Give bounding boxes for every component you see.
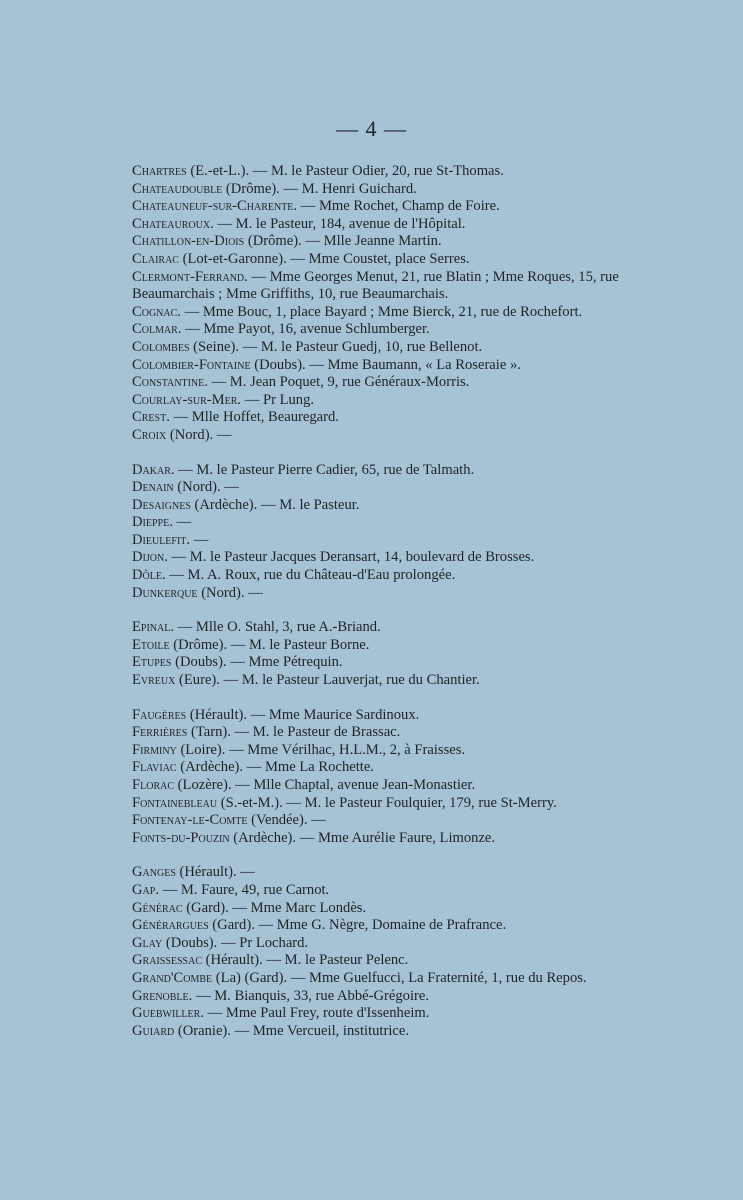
city-name: Chartres: [132, 163, 187, 179]
city-name: Colmar: [132, 321, 178, 338]
entry-details: (Nord). —: [197, 584, 263, 601]
directory-entry: [132, 427, 672, 445]
page-number: — 4 —: [336, 116, 407, 141]
entry-details: . — Mme Rochet, Champ de Foire.: [293, 198, 500, 215]
directory-entry: [132, 654, 672, 672]
directory-entry: [132, 900, 672, 918]
city-name: Etupes: [132, 654, 172, 671]
city-name: Firminy: [132, 741, 177, 758]
entry-details: . — Mlle O. Stahl, 3, rue A.-Briand.: [170, 619, 381, 636]
city-name: Fonts-du-Pouzin: [132, 829, 230, 846]
directory-entry: [132, 321, 672, 339]
city-name: Courlay-sur-Mer: [132, 391, 238, 408]
directory-entry: [132, 724, 672, 742]
city-name: Grand'Combe: [132, 969, 213, 986]
city-name: Florac: [132, 777, 175, 793]
city-name: Chateaudouble: [132, 180, 223, 197]
city-name: Chateauneuf-sur-Charente: [132, 198, 294, 215]
entry-details: . —: [169, 514, 192, 531]
directory-entry: [132, 585, 672, 603]
directory-entry: [132, 251, 672, 269]
letter-group-c: [132, 163, 672, 445]
city-name: Glay: [132, 934, 163, 951]
city-name: Générargues: [132, 917, 209, 934]
entry-details: (Doubs). — Mme Baumann, « La Roseraie ».: [250, 356, 521, 373]
city-name: Dakar: [132, 461, 171, 478]
city-name: Clairac: [132, 250, 179, 267]
city-name: Guiard: [132, 1022, 175, 1039]
entry-details: . — Mlle Hoffet, Beauregard.: [166, 409, 339, 426]
entry-details: (Ardèche). — M. le Pasteur.: [190, 496, 360, 513]
letter-group-f: [132, 707, 672, 848]
entry-details: (Loire). — Mme Vérilhac, H.L.M., 2, à Fraisses.: [176, 741, 466, 758]
directory-entry: [132, 392, 672, 410]
city-name: Desaignes: [132, 496, 191, 513]
city-name: Ferrières: [132, 724, 188, 741]
directory-entry: [132, 1023, 672, 1041]
directory-entry: [132, 339, 672, 357]
city-name: Ganges: [132, 864, 176, 881]
city-name: Cognac: [132, 303, 178, 320]
entry-details: (Tarn). — M. le Pasteur de Brassac.: [187, 724, 401, 741]
directory-entry: [132, 549, 672, 567]
entry-details: (Seine). — M. le Pasteur Guedj, 10, rue Bellenot.: [189, 338, 483, 355]
directory-entry: [132, 269, 672, 304]
city-name: Clermont-Ferrand: [132, 268, 245, 285]
entry-details: (Lozère). — Mlle Chaptal, avenue Jean-Monastier.: [174, 777, 476, 793]
city-name: Dunkerque: [132, 584, 198, 601]
entry-details: . — Mme Paul Frey, route d'Issenheim.: [200, 1005, 430, 1022]
city-name: Etoile: [132, 636, 170, 653]
city-name: Faugères: [132, 706, 187, 723]
city-name: Crest: [132, 409, 167, 426]
entry-details: . — Pr Lung.: [237, 391, 315, 408]
city-name: Evreux: [132, 672, 176, 689]
entry-details: (Hérault). — M. le Pasteur Pelenc.: [202, 952, 409, 969]
city-name: Chateauroux: [132, 215, 211, 232]
directory-entry: [132, 795, 672, 813]
entry-details: (Drôme). — Mlle Jeanne Martin.: [244, 233, 442, 250]
entry-details: (Gard). — Mme G. Nègre, Domaine de Prafrance.: [208, 917, 507, 934]
entry-details: . — M. Jean Poquet, 9, rue Généraux-Morris.: [204, 374, 470, 391]
city-name: Flaviac: [132, 759, 177, 776]
entry-details: (Gard). — Mme Marc Londès.: [182, 899, 367, 916]
entry-details: . — Mme Bouc, 1, place Bayard ; Mme Bierck, 21, rue de Rochefort.: [177, 303, 583, 320]
city-name: Epinal: [132, 619, 171, 636]
letter-group-d: [132, 462, 672, 603]
directory-entry: [132, 637, 672, 655]
directory-entry: [132, 462, 672, 480]
entry-details: (S.-et-M.). — M. le Pasteur Foulquier, 179, rue St-Merry.: [217, 794, 557, 811]
entry-details: (Hérault). —: [175, 864, 255, 881]
directory-entry: [132, 567, 672, 585]
entry-details: (Doubs). — Pr Lochard.: [162, 934, 309, 951]
entry-details: (Vendée). —: [247, 812, 326, 829]
directory-entry: [132, 864, 672, 882]
entry-details: (Oranie). — Mme Vercueil, institutrice.: [174, 1022, 410, 1039]
directory-entry: [132, 409, 672, 427]
entry-details: (Lot-et-Garonne). — Mme Coustet, place Serres.: [178, 250, 470, 267]
entry-details: . — M. A. Roux, rue du Château-d'Eau prolongée.: [161, 567, 456, 584]
entry-details: (Doubs). — Mme Pétrequin.: [171, 654, 343, 671]
directory-entry: [132, 759, 672, 777]
entry-details: . — M. Faure, 49, rue Carnot.: [155, 881, 330, 898]
directory-entry: [132, 532, 672, 550]
letter-group-g: [132, 864, 672, 1040]
directory-entry: [132, 672, 672, 690]
city-name: Dijon: [132, 549, 165, 566]
directory-entry: [132, 479, 672, 497]
entry-details: . — M. le Pasteur Jacques Deransart, 14, boulevard de Brosses.: [164, 549, 535, 566]
directory-list: [132, 163, 672, 1057]
directory-entry: [132, 497, 672, 515]
entry-details: (La) (Gard). — Mme Guelfucci, La Fraternité, 1, rue du Repos.: [212, 969, 587, 986]
city-name: Graissessac: [132, 952, 203, 969]
entry-details: . — M. Bianquis, 33, rue Abbé-Grégoire.: [188, 987, 430, 1004]
city-name: Gap: [132, 881, 156, 898]
entry-details: (Hérault). — Mme Maurice Sardinoux.: [186, 706, 420, 723]
entry-details: (Nord). —: [173, 479, 239, 496]
city-name: Constantine: [132, 374, 205, 391]
directory-entry: [132, 514, 672, 532]
directory-entry: [132, 777, 672, 795]
city-name: Dieulefit: [132, 531, 187, 548]
entry-details: (Ardèche). — Mme La Rochette.: [176, 759, 374, 776]
city-name: Denain: [132, 479, 174, 496]
city-name: Guebwiller: [132, 1005, 201, 1022]
entry-details: (Drôme). — M. Henri Guichard.: [222, 180, 417, 197]
directory-entry: [132, 917, 672, 935]
directory-entry: [132, 988, 672, 1006]
directory-entry: [132, 181, 672, 199]
entry-details: (Ardèche). — Mme Aurélie Faure, Limonze.: [229, 829, 496, 846]
city-name: Dôle: [132, 567, 162, 584]
directory-entry: [132, 970, 672, 988]
directory-entry: [132, 707, 672, 725]
entry-details: (E.-et-L.). — M. le Pasteur Odier, 20, rue St-Thomas.: [186, 163, 504, 179]
directory-entry: [132, 304, 672, 322]
city-name: Colombes: [132, 338, 190, 355]
directory-entry: [132, 812, 672, 830]
letter-group-e: [132, 619, 672, 689]
directory-entry: [132, 935, 672, 953]
directory-entry: [132, 357, 672, 375]
directory-entry: [132, 742, 672, 760]
directory-entry: [132, 163, 672, 181]
entry-details: . — Mme Georges Menut, 21, rue Blatin ; Mme Roques, 15, rue Beaumarchais ; Mme Griffiths, 10, rue Beaumarchais.: [132, 268, 619, 303]
city-name: Fontenay-le-Comte: [132, 812, 248, 829]
city-name: Dieppe: [132, 514, 170, 531]
city-name: Générac: [132, 899, 183, 916]
entry-details: . — Mme Payot, 16, avenue Schlumberger.: [177, 321, 430, 338]
directory-entry: [132, 374, 672, 392]
entry-details: . —: [186, 531, 209, 548]
directory-entry: [132, 952, 672, 970]
directory-entry: [132, 216, 672, 234]
entry-details: (Eure). — M. le Pasteur Lauverjat, rue du Chantier.: [175, 672, 480, 689]
entry-details: (Nord). —: [166, 426, 232, 443]
directory-entry: [132, 619, 672, 637]
city-name: Croix: [132, 426, 167, 443]
entry-details: (Drôme). — M. le Pasteur Borne.: [169, 636, 370, 653]
city-name: Grenoble: [132, 987, 189, 1004]
directory-entry: [132, 882, 672, 900]
directory-entry: [132, 198, 672, 216]
entry-details: . — M. le Pasteur, 184, avenue de l'Hôpital.: [210, 215, 466, 232]
city-name: Colombier-Fontaine: [132, 356, 251, 373]
city-name: Fontainebleau: [132, 794, 218, 811]
directory-entry: [132, 1005, 672, 1023]
entry-details: . — M. le Pasteur Pierre Cadier, 65, rue de Talmath.: [170, 461, 475, 478]
city-name: Chatillon-en-Diois: [132, 233, 245, 250]
directory-entry: [132, 233, 672, 251]
directory-entry: [132, 830, 672, 848]
